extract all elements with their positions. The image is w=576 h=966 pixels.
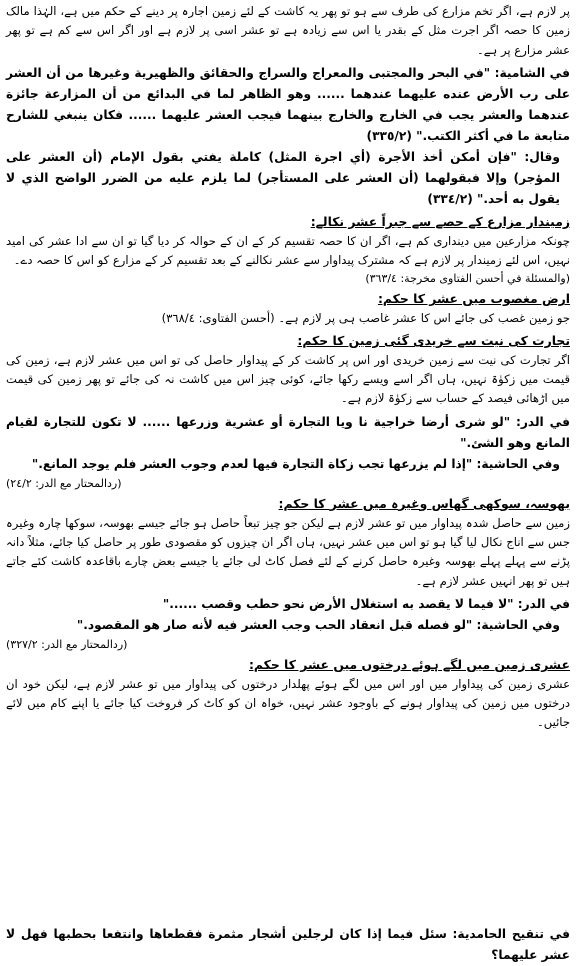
- section-heading: عشری زمین میں لگے ہوئے درختوں میں عشر کا حکم:: [248, 656, 570, 672]
- section-heading: ارض مغصوب میں عشر کا حکم:: [377, 291, 570, 307]
- arabic-quote: وفي الحاشية: "إذا لم يزرعها تجب زكاة التجارة فيها لعدم وجوب العشر فلم يوجد المانع.": [31, 456, 560, 471]
- urdu-paragraph: چونکہ مزارعین میں دینداری کم ہے، اگر ان کا حصہ تقسیم کر کے ان کے حوالہ کر دیا گیا تو ان سے ادا عشر کی امید نہیں، اس لئے زمیندار پر لازم ہے کہ مشترک پیداوار سے عشر نکالنے کے بعد تقسیم کر کے مزارع کو اس کا حصہ دے۔: [6, 233, 570, 268]
- section-heading: تجارت کی نیت سے خریدی گئی زمین کا حکم:: [297, 332, 570, 348]
- citation: (ردالمحتار مع الدر: ٣٢٧/٢): [6, 637, 128, 651]
- urdu-paragraph: زمین سے حاصل شدہ پیداوار میں تو عشر لازم ہے لیکن جو چیز تبعاً حاصل ہو جائے جیسے بھوسہ، سوکھا چارہ وغیرہ جس سے اناج نکال لیا گیا ہو تو اس میں عشر نہیں، ہاں اگر ان چیزوں کو مقصودی طور پر حاصل کیا جائے، مثلاً دانہ پڑنے سے پہلے پہلے بھوسہ وغیرہ حاصل کرنے کے لئے فصل کاٹ لی جائے یا جیسے بعض چارے باقاعدہ کاشت کئے جاتے ہیں تو پھر انہیں عشر لازم ہے۔: [6, 515, 570, 588]
- final-arabic-quote: في تنقيح الحامدية: سئل فيما إذا كان لرجلين أشجار مثمرة فقطعاها وانتفعا بحطبها فهل لا عشر عليهما؟: [6, 927, 570, 962]
- section-heading: بھوسہ، سوکھی گھاس وغیرہ میں عشر کا حکم:: [278, 495, 570, 511]
- arabic-quote: في الدر: "لو شرى أرضا خراجية نا ويا التجارة أو عشرية وزرعها ...... لا تكون للتجارة لقيام المانع وهو الشئ.": [6, 414, 570, 450]
- urdu-paragraph: اگر تجارت کی نیت سے زمین خریدی اور اس پر کاشت کر کے پیداوار حاصل کی تو اس میں عشر لازم ہے، زمین کی قیمت میں زکوٰۃ نہیں، ہاں اگر اسے ویسے رکھا جائے، کوئی چیز اس میں کاشت نہ کی جائے تو پھر زمین کی قیمت میں اڑھائی فیصد کے حساب سے زکوٰۃ لازم ہے۔: [6, 352, 570, 406]
- arabic-quote: وقال: "فإن أمكن أخذ الأجرة (أي اجرة المثل) كاملة يفتي بقول الإمام (أن العشر على المؤجر) وإلا فبقولهما (أن العشر على المستأجر) لما يلزم عليه من الضرر الواضح الذي لا يقول به أحد." (٣٣٤/٢): [6, 149, 560, 206]
- arabic-quote: وفي الحاشية: "لو فصله قبل انعقاد الحب وجب العشر فيه لأنه صار هو المقصود.": [76, 617, 560, 632]
- citation: (والمسئلة في أحسن الفتاوى مخرجة: ٣٦٣/٤): [365, 272, 570, 286]
- urdu-paragraph: پر لازم ہے، اگر تخم مزارع کی طرف سے ہو تو پھر یہ کاشت کے لئے زمین اجارہ پر دینے کے حکم میں ہے، الہٰذا مالک زمین کا حصہ اگر اجرت مثل کے بقدر یا اس سے زیادہ ہے تو عشر اسی پر لازم ہے اور اگر اس سے کم ہے تو پھر عشر مزارع پر ہے۔: [6, 4, 570, 57]
- urdu-paragraph: عشری زمین کی پیداوار میں اور اس میں لگے ہوئے پھلدار درختوں کی پیداوار میں تو عشر لازم ہے، لیکن خود ان درختوں میں زمین کی پیداوار ہونے کے باوجود عشر نہیں، خواہ ان کو کاٹ کر فروخت کیا جائے یا اپنے کام میں لائے جائیں۔: [6, 676, 570, 730]
- arabic-quote: في الدر: "لا فيما لا يقصد به استغلال الأرض نحو حطب وقصب ......": [162, 596, 570, 611]
- citation: (ردالمحتار مع الدر: ٢٤/٢): [6, 476, 122, 490]
- arabic-quote: في الشامية: "في البحر والمجتبى والمعراج والسراج والحقائق والظهيرية وغيرها من أن العشر على رب الأرض عنده عليهما عندهما ...... وهو الظاهر لما في البدائع من أن المزارعة جائزة عندهما والعشر يجب في الخارج والخارج بينهما فيجب العشر عليهما ...... فكان ينبغي للشارح متابعة ما في أكثر الكتب." (٣٣٥/٢): [6, 65, 570, 143]
- urdu-paragraph: جو زمین غصب کی جائے اس کا عشر غاصب ہی پر لازم ہے۔ (أحسن الفتاوى: ٣٦٨/٤): [161, 311, 570, 326]
- section-heading: زمیندار مزارع کے حصے سے جبراً عشر نکالے:: [310, 213, 570, 229]
